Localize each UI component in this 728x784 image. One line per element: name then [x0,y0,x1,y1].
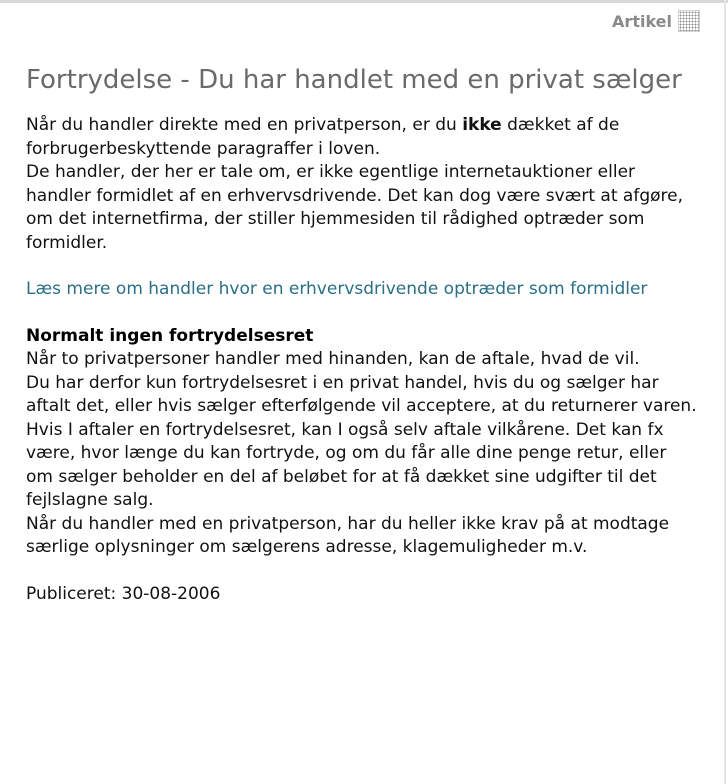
top-border [0,0,728,3]
section-heading: Normalt ingen fortrydelsesret [26,325,314,346]
article-header [612,10,700,32]
grid-dots-icon [678,10,700,32]
article-title: Fortrydelse - Du har handlet med en privat sælger [26,65,682,95]
intro-bold-word: ikke [462,115,502,135]
intro-text-start: Når du handler direkte med en privatperson, er du [26,115,463,135]
intro-text-end: dækket af de forbrugerbeskyttende paragraffer i loven. [26,115,620,159]
section-paragraph-4: Når du handler med en privatperson, har du heller ikke krav på at modtage særlige oplysninger om sælgerens adresse, klagemuligheder m.v. [26,513,670,557]
right-border [724,0,726,784]
article-content [26,64,698,606]
section-paragraph-2: Du har derfor kun fortrydelsesret i en privat handel, hvis du og sælger har aftalt det, eller hvis sælger efterfølgende vil acceptere, at du returnerer varen. [26,372,697,416]
intro-text-second: De handler, der her er tale om, er ikke egentlige internetauktioner eller handler formidlet af en erhvervsdrivende. Det kan dog være svært at afgøre, om det internetfirma, der stiller hjemmesiden til rådighed optræder som formidler. [26,162,683,253]
section-paragraph-3: Hvis I aftaler en fortrydelsesret, kan I også selv aftale vilkårene. Det kan fx være, hvor længe du kan fortryde, og om du får alle dine penge retur, eller om sælger beholder en del af beløbet for at få dækket sine udgifter til det fejlslagne salg. [26,419,667,510]
read-more-link[interactable]: Læs mere om handler hvor en erhvervsdrivende optræder som formidler [26,279,648,299]
article-type-label: Artikel [612,11,672,31]
section-paragraph-1: Når to privatpersoner handler med hinanden, kan de aftale, hvad de vil. [26,349,640,369]
intro-paragraph [26,114,698,255]
published-date: Publiceret: 30-08-2006 [26,583,221,604]
